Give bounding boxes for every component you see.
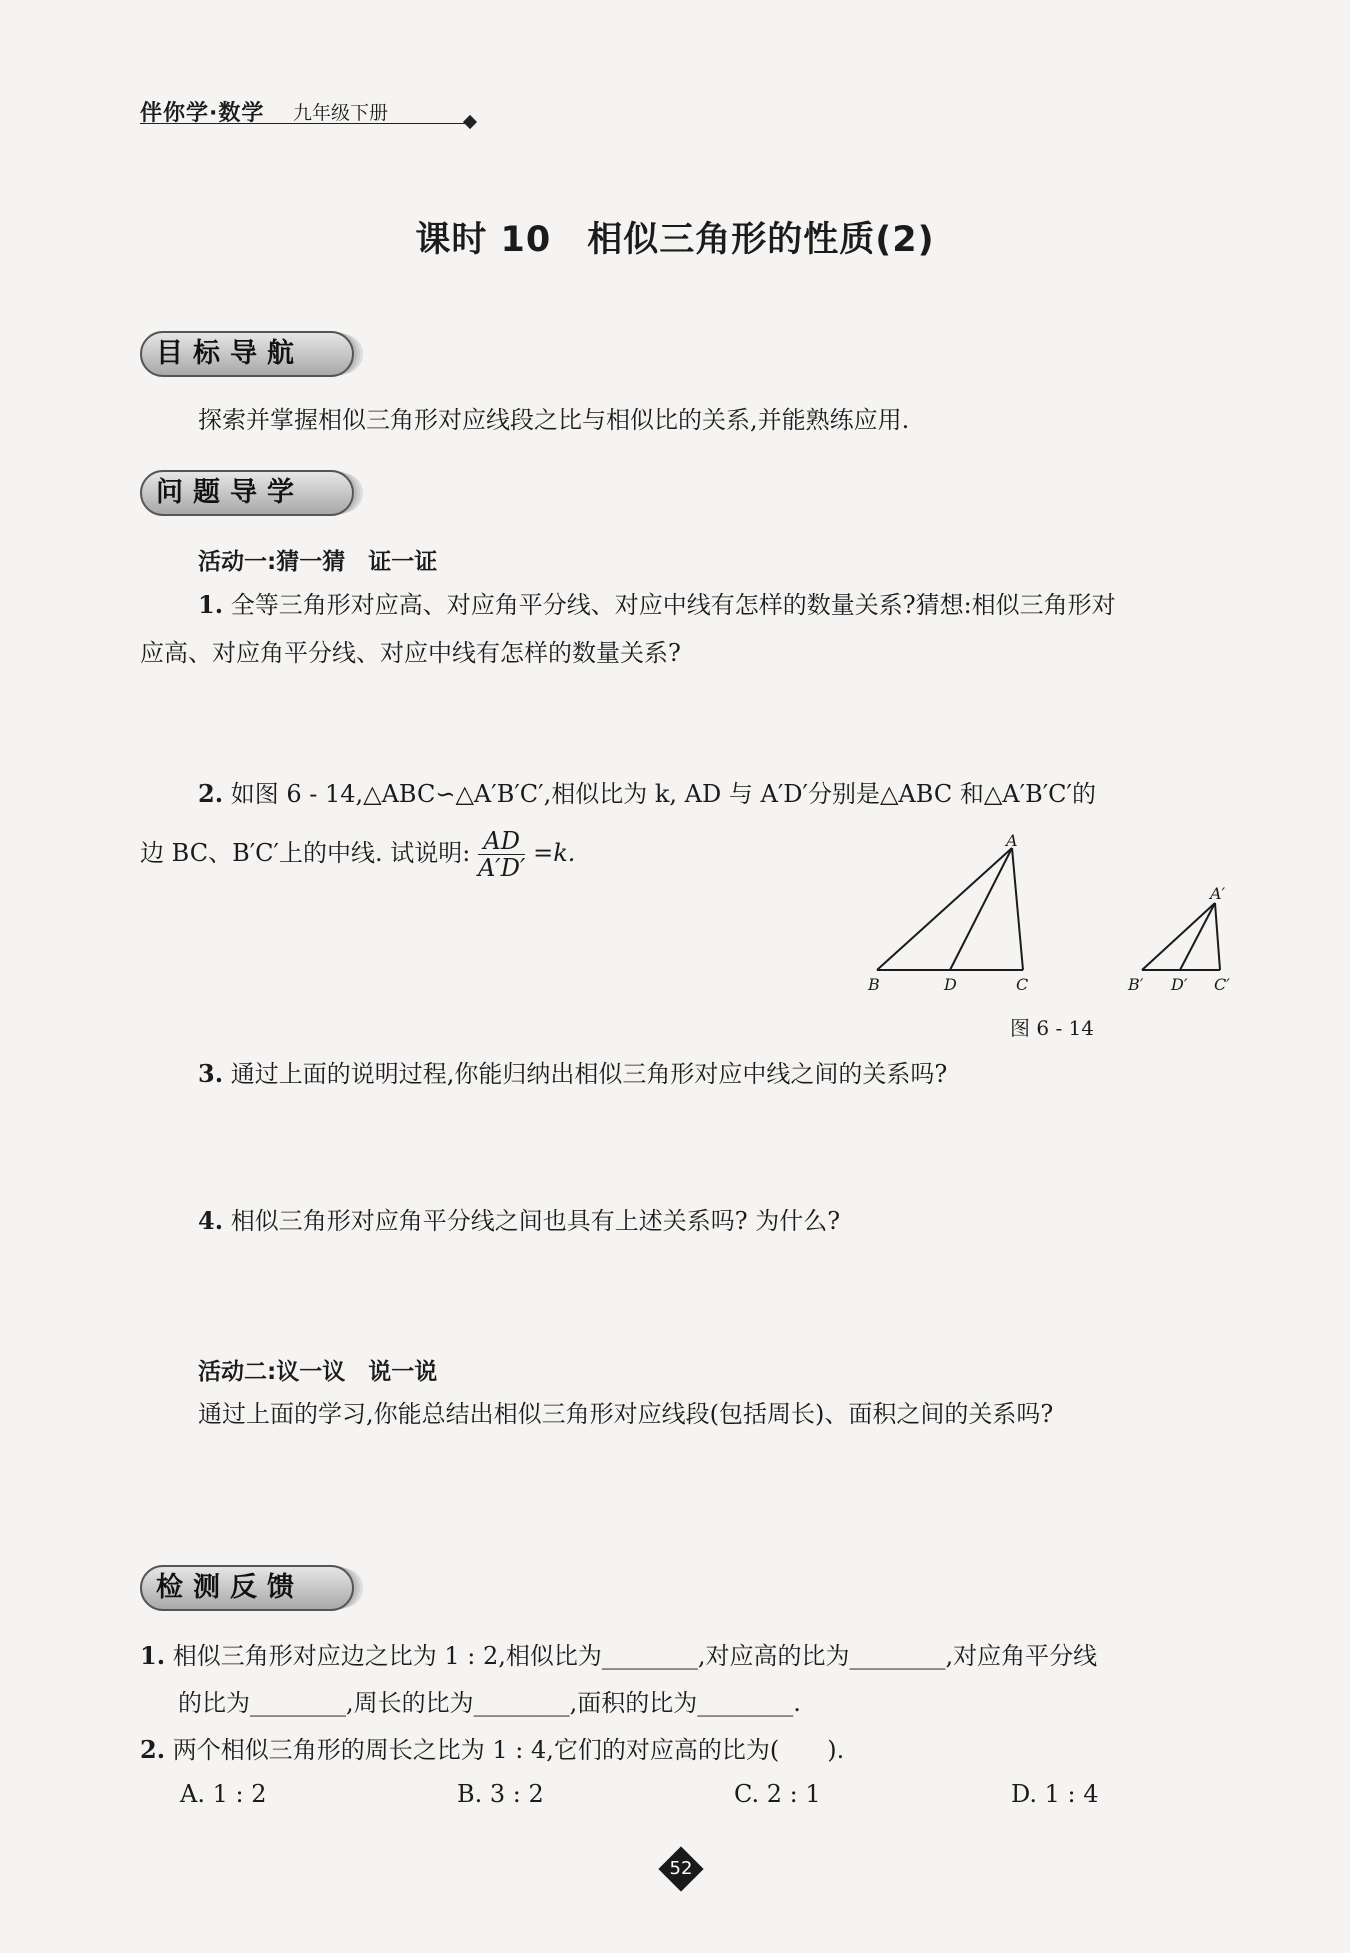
label-b: B: [868, 975, 880, 994]
activity1-heading: 活动一:猜一猜 证一证: [198, 549, 438, 575]
header-rule: [140, 123, 468, 124]
big-triangle-side-ab: [877, 848, 1012, 970]
q2-line1: [198, 778, 1096, 810]
small-triangle-side-ab: [1142, 903, 1215, 970]
goal-badge: 目标导航: [140, 331, 354, 377]
q2-text-line2: 边 BC、B′C′上的中线. 试说明:: [140, 839, 471, 867]
q1-text-line2: 应高、对应角平分线、对应中线有怎样的数量关系?: [140, 639, 681, 667]
header-brand: 伴你学·数学: [140, 101, 265, 126]
label-d-prime: D′: [1171, 975, 1188, 994]
header-diamond-icon: [463, 115, 477, 129]
q2-fraction-tail: =k.: [533, 839, 576, 867]
lesson-title: 课时 10 相似三角形的性质(2): [415, 220, 935, 260]
activity2-text: 通过上面的学习,你能总结出相似三角形对应线段(包括周长)、面积之间的关系吗?: [198, 1400, 1054, 1428]
option-c: C. 2 : 1: [734, 1780, 821, 1808]
p1-number: 1.: [140, 1641, 166, 1670]
option-b: B. 3 : 2: [457, 1780, 544, 1808]
q4-number: 4.: [198, 1206, 224, 1235]
label-a-prime: A′: [1210, 884, 1226, 903]
big-triangle-side-ac: [1012, 848, 1023, 970]
small-triangle-median: [1180, 903, 1215, 970]
q3-number: 3.: [198, 1059, 224, 1088]
big-triangle-median: [950, 848, 1012, 970]
study-badge: 问题导学: [140, 470, 354, 516]
page-number: [657, 1845, 705, 1893]
q3-line: [198, 1058, 947, 1090]
label-a: A: [1006, 831, 1018, 850]
q2-fraction-numerator: AD: [478, 828, 525, 855]
goal-text: 探索并掌握相似三角形对应线段之比与相似比的关系,并能熟练应用.: [198, 406, 910, 434]
q2-line2: [140, 828, 575, 881]
label-c-prime: C′: [1214, 975, 1230, 994]
q4-text: 相似三角形对应角平分线之间也具有上述关系吗? 为什么?: [230, 1207, 841, 1235]
q1-number: 1.: [198, 590, 224, 619]
q4-line: [198, 1205, 840, 1237]
p1-text-line2: 的比为________,周长的比为________,面积的比为________.: [178, 1689, 801, 1717]
p1-line1: [140, 1640, 1097, 1672]
option-a: A. 1 : 2: [180, 1780, 267, 1808]
p2-line: [140, 1734, 844, 1766]
q2-fraction-denominator: A′D′: [477, 854, 526, 882]
q1-text-line1: 全等三角形对应高、对应角平分线、对应中线有怎样的数量关系?猜想:相似三角形对: [230, 591, 1116, 619]
option-d: D. 1 : 4: [1011, 1780, 1099, 1808]
page-number-text: 52: [669, 1858, 693, 1879]
header-grade: 九年级下册: [293, 102, 389, 124]
label-c: C: [1016, 975, 1029, 994]
label-b-prime: B′: [1128, 975, 1144, 994]
figure-6-14: [860, 830, 1260, 1000]
p1-text-line1: 相似三角形对应边之比为 1 : 2,相似比为________,对应高的比为________,对应角平分线: [172, 1642, 1098, 1670]
q1-line1: [198, 589, 1116, 621]
feedback-badge: 检测反馈: [140, 1565, 354, 1611]
q2-text-line1: 如图 6 - 14,△ABC∽△A′B′C′,相似比为 k, AD 与 A′D′分别是△ABC 和△A′B′C′的: [230, 780, 1096, 808]
p2-number: 2.: [140, 1735, 166, 1764]
q3-text: 通过上面的说明过程,你能归纳出相似三角形对应中线之间的关系吗?: [230, 1060, 948, 1088]
activity2-heading: 活动二:议一议 说一说: [198, 1359, 438, 1385]
label-d: D: [944, 975, 957, 994]
p2-text: 两个相似三角形的周长之比为 1 : 4,它们的对应高的比为( ).: [172, 1736, 845, 1764]
figure-caption: 图 6 - 14: [1010, 1016, 1095, 1040]
q2-number: 2.: [198, 779, 224, 808]
small-triangle-side-ac: [1215, 903, 1220, 970]
q2-fraction: [478, 828, 525, 881]
